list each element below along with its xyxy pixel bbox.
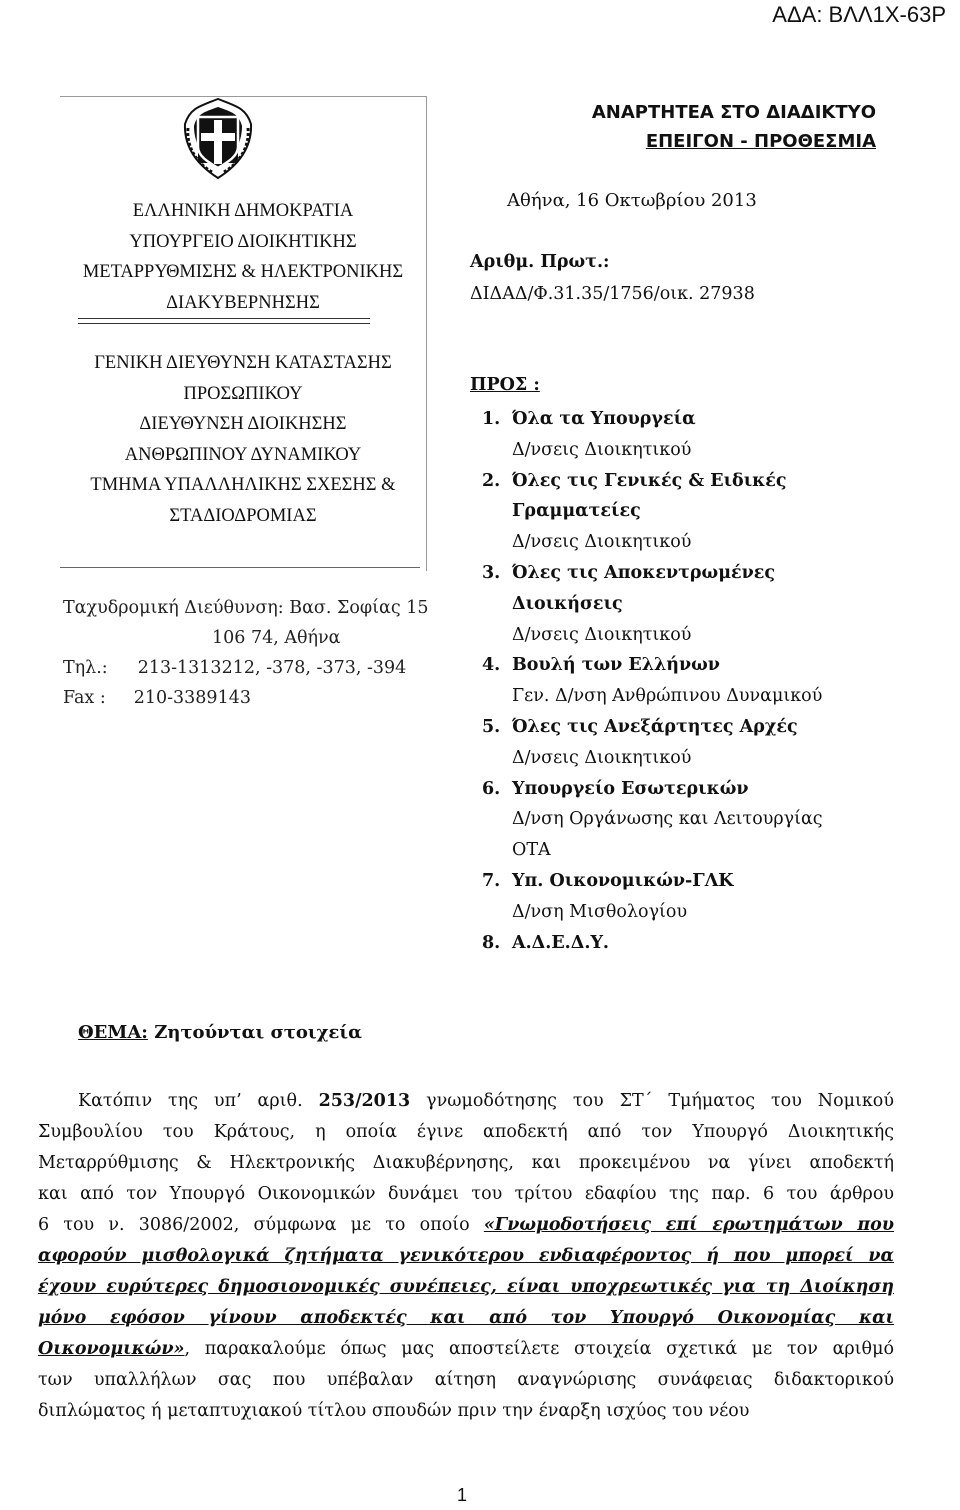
directorate-line: ΠΡΟΣΩΠΙΚΟΥ [183,383,303,404]
quote-line: μόνο εφόσον γίνουν αποδεκτές και από τον Υπουργό Οικονομίας και [38,1308,894,1328]
recipient-item [470,774,930,866]
directorate-line: ΣΤΑΔΙΟΔΡΟΜΙΑΣ [169,505,317,526]
recipient-item [470,466,930,558]
recipient-department: Δ/νση Οργάνωσης και Λειτουργίας [512,809,823,830]
recipient-name: Υπ. Οικονομικών-ΓΛΚ [512,870,734,891]
subject-label: ΘΕΜΑ: [78,1022,148,1043]
recipient-item [470,404,930,466]
recipient-number: 8. [482,932,501,953]
body-text [38,1086,894,1427]
body-line: και από τον Υπουργό Οικονομικών δυνάμει του τρίτου εδαφίου της παρ. 6 του άρθρου [38,1184,894,1204]
phone-line [63,658,406,678]
address-line [63,598,428,618]
protocol-label: Αριθμ. Πρωτ.: [470,252,610,272]
quote-line: έχουν ευρύτερες δημοσιονομικές συνέπειες, είναι υποχρεωτικές για τη Διοίκηση [38,1277,894,1297]
recipient-name: Όλες τις Γενικές & Ειδικές [512,470,787,491]
fax-number: 210-3389143 [133,688,251,708]
recipient-number: 3. [482,562,501,583]
body-line: διπλώματος ή μεταπτυχιακού τίτλου σπουδών πριν την έναρξη ισχύος του νέου [38,1401,750,1421]
recipient-name: Όλες τις Ανεξάρτητες Αρχές [512,716,798,737]
date: Αθήνα, 16 Οκτωβρίου 2013 [507,190,757,211]
recipient-department: Δ/νσεις Διοικητικού [512,747,692,768]
recipient-department: ΟΤΑ [512,840,551,861]
protocol-number: ΔΙΔΑΔ/Φ.31.35/1756/οικ. 27938 [470,284,755,304]
ministry-line: ΜΕΤΑΡΡΥΘΜΙΣΗΣ & ΗΛΕΚΤΡΟΝΙΚΗΣ [82,262,404,282]
recipient-department: Δ/νσεις Διοικητικού [512,439,692,460]
body-segment: 6 του ν. 3086/2002, σύμφωνα με το οποίο [38,1215,470,1235]
body-line: των υπαλλήλων σας που υπέβαλαν αίτηση αναγνώρισης συνάφειας διδακτορικού [38,1370,894,1390]
recipient-department: Δ/νση Μισθολογίου [512,901,688,922]
decision-number: 253/2013 [318,1091,411,1111]
recipient-name: Διοικήσεις [512,593,623,614]
header-divider [60,567,420,568]
body-segment: Κατόπιν της υπ’ αριθ. [78,1091,303,1111]
double-rule [78,318,370,324]
recipient-number: 2. [482,470,501,491]
body-line: Συμβουλίου του Κράτους, η οποία έγινε αποδεκτή από τον Υπουργό Διοικητικής [38,1122,894,1142]
recipient-item [470,558,930,650]
phone-number: 213-1313212, -378, -373, -394 [137,658,407,678]
body-line [38,1334,894,1365]
address-street: Βασ. Σοφίας 15 [289,598,429,618]
page-number: 1 [456,1485,467,1505]
address-label: Ταχυδρομική Διεύθυνση: [63,598,284,618]
body-segment: γνωμοδότησης του ΣΤ΄ Τμήματος του Νομικού [426,1091,894,1111]
quote-line: αφορούν μισθολογικά ζητήματα γενικότερου ενδιαφέροντος ή που μπορεί να [38,1246,894,1266]
recipient-department: Γεν. Δ/νση Ανθρώπινου Δυναμικού [512,686,823,707]
ministry-line: ΔΙΑΚΥΒΕΡΝΗΣΗΣ [166,292,320,313]
recipient-item [470,650,930,712]
recipient-number: 6. [482,778,501,799]
recipient-department: Δ/νσεις Διοικητικού [512,532,692,553]
address-city: 106 74, Αθήνα [212,628,341,648]
body-segment: , παρακαλούμε όπως μας αποστείλετε στοιχεία σχετικά με τον αριθμό [184,1339,894,1359]
recipient-name: Βουλή των Ελλήνων [512,655,720,676]
ada-code: ΑΔΑ: ΒΛΛ1Χ-63Ρ [772,2,946,27]
quote-segment: Οικονομικών» [38,1339,185,1359]
recipient-number: 5. [482,716,501,737]
announcement-line: ΑΝΑΡΤΗΤΕΑ ΣΤΟ ΔΙΑΔΙΚΤΥΟ [591,102,876,123]
subject [78,1022,362,1043]
recipient-number: 7. [482,870,501,891]
announcement-line: ΕΠΕΙΓΟΝ - ΠΡΟΘΕΣΜΙΑ [645,131,876,152]
recipient-name: Γραμματείες [512,501,641,522]
ministry-block [60,196,426,318]
recipient-name: Όλες τις Αποκεντρωμένες [512,562,776,583]
directorate-line: ΓΕΝΙΚΗ ΔΙΕΥΘΥΝΣΗ ΚΑΤΑΣΤΑΣΗΣ [94,353,392,373]
body-line [38,1086,894,1117]
recipient-name: Υπουργείο Εσωτερικών [512,778,749,799]
announcement [560,98,876,156]
body-line [38,1210,894,1241]
body-line: Μεταρρύθμισης & Ηλεκτρονικής Διακυβέρνησης, και προκειμένου να γίνει αποδεκτή [38,1153,894,1173]
quote-segment: «Γνωμοδοτήσεις επί ερωτημάτων που [483,1215,894,1235]
ministry-line: ΥΠΟΥΡΓΕΙΟ ΔΙΟΙΚΗΤΙΚΗΣ [129,231,357,252]
recipient-department: Δ/νσεις Διοικητικού [512,624,692,645]
greek-coat-of-arms-icon [182,98,254,180]
recipient-name: Α.Δ.Ε.Δ.Υ. [512,932,610,953]
directorate-line: ΔΙΕΥΘΥΝΣΗ ΔΙΟΙΚΗΣΗΣ [139,414,347,434]
recipient-name: Όλα τα Υπουργεία [512,409,696,429]
recipient-item [470,928,930,959]
recipient-number: 1. [482,409,501,429]
recipient-number: 4. [482,655,501,676]
recipient-item [470,712,930,774]
directorate-line: ΑΝΘΡΩΠΙΝΟΥ ΔΥΝΑΜΙΚΟΥ [124,444,362,465]
subject-text: Ζητούνται στοιχεία [154,1022,362,1043]
directorate-line: ΤΜΗΜΑ ΥΠΑΛΛΗΛΙΚΗΣ ΣΧΕΣΗΣ & [90,475,396,495]
ministry-line: ΕΛΛΗΝΙΚΗ ΔΗΜΟΚΡΑΤΙΑ [132,201,354,221]
recipient-item [470,866,930,928]
to-label: ΠΡΟΣ : [470,375,540,395]
fax-label: Fax : [63,688,106,708]
fax-line [63,688,251,708]
recipients-list [470,404,930,958]
phone-label: Τηλ.: [63,658,108,678]
directorate-block [60,348,426,531]
